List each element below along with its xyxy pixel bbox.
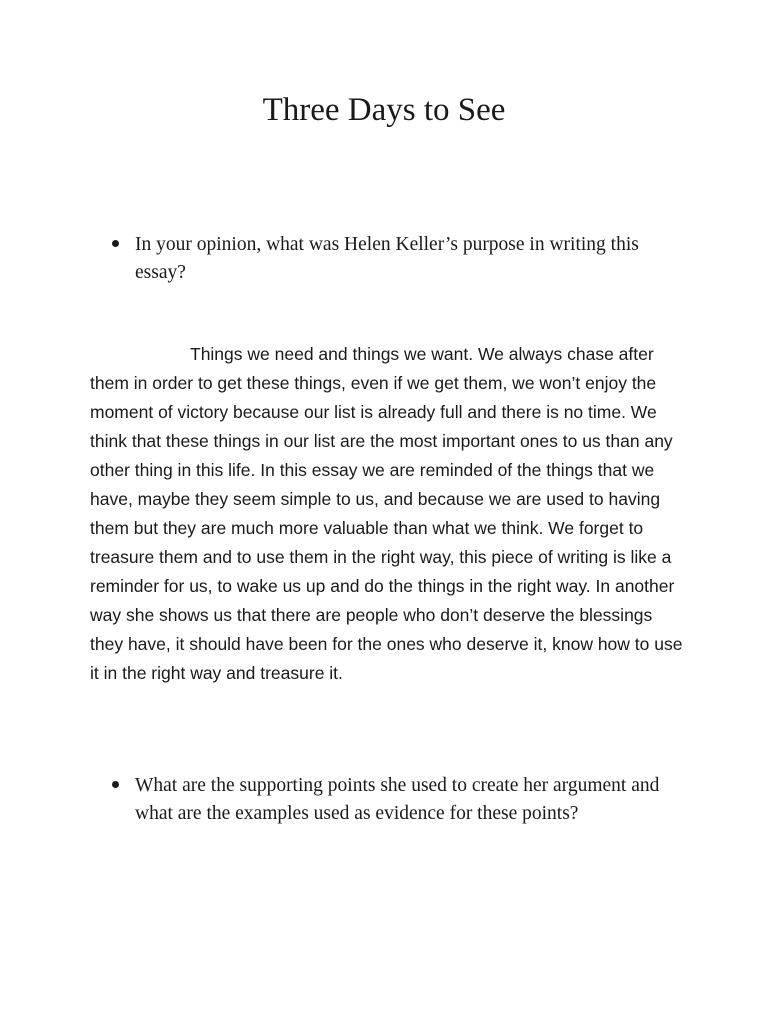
bullet-icon — [112, 781, 119, 788]
answer-paragraph-1: Things we need and things we want. We always chase after them in order to get these things, even if we get them, we won’t enjoy the moment of victory because our list is already full and there is no time. We think that these things in our list are the most important ones to us than any other thing in this life. In this essay we are reminded of the things that we have, maybe they seem simple to us, and because we are used to having them but they are much more valuable than what we think. We forget to treasure them and to use them in the right way, this piece of writing is like a reminder for us, to wake us up and do the things in the right way. In another way she shows us that there are people who don’t deserve the blessings they have, it should have been for the ones who deserve it, know how to use it in the right way and treasure it. — [90, 344, 683, 683]
page-title: Three Days to See — [262, 92, 506, 128]
question-item-1 — [112, 231, 692, 287]
question-text-1: In your opinion, what was Helen Keller’s purpose in writing this essay? — [135, 234, 639, 283]
question-item-2 — [112, 772, 692, 828]
question-text-2: What are the supporting points she used to create her argument and what are the examples used as evidence for these points? — [135, 775, 660, 824]
bullet-icon — [112, 240, 119, 247]
